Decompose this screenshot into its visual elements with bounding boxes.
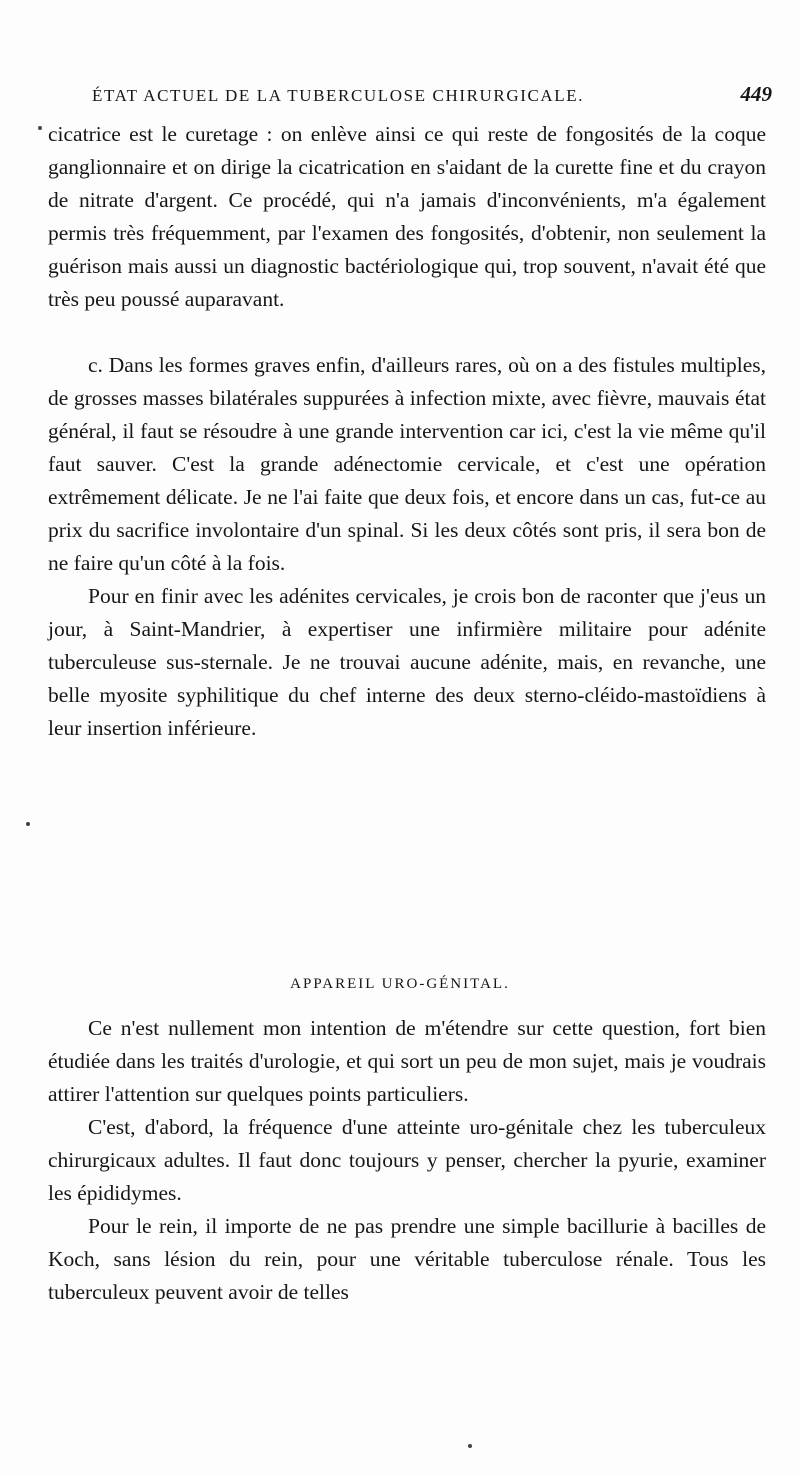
print-speck: [38, 126, 42, 130]
paragraph: C'est, d'abord, la fréquence d'une atteinte uro-génitale chez les tuberculeux chirurgicaux adultes. Il faut donc toujours y penser, chercher la pyurie, examiner les épididymes.: [48, 1115, 766, 1205]
print-speck: [26, 822, 30, 826]
print-speck: [468, 1444, 472, 1448]
body-text: [48, 118, 766, 745]
section-body-text: [48, 1012, 766, 1309]
paragraph: cicatrice est le curetage : on enlève ainsi ce qui reste de fongosités de la coque ganglionnaire et on dirige la cicatrication en s'aidant de la curette fine et du crayon de nitrate d'argent. Ce procédé, qui n'a jamais d'inconvénients, m'a également permis très fréquemment, par l'examen des fongosités, d'obtenir, non seulement la guérison mais aussi un diagnostic bactériologique qui, trop souvent, n'avait été que très peu poussé auparavant.: [48, 122, 766, 311]
page-number: 449: [740, 82, 772, 106]
running-title: ÉTAT ACTUEL DE LA TUBERCULOSE CHIRURGICALE.: [92, 86, 585, 105]
running-head: [92, 82, 772, 112]
paragraph: Ce n'est nullement mon intention de m'étendre sur cette question, fort bien étudiée dans les traités d'urologie, et qui sort un peu de mon sujet, mais je voudrais attirer l'attention sur quelques points particuliers.: [48, 1016, 766, 1106]
paragraph: Pour en finir avec les adénites cervicales, je crois bon de raconter que j'eus un jour, à Saint-Mandrier, à expertiser une infirmière militaire pour adénite tuberculeuse sus-sternale. Je ne trouvai aucune adénite, mais, en revanche, une belle myosite syphilitique du chef interne des deux sterno-cléido-mastoïdiens à leur insertion inférieure.: [48, 584, 766, 740]
paragraph: Pour le rein, il importe de ne pas prendre une simple bacillurie à bacilles de Koch, sans lésion du rein, pour une véritable tuberculose rénale. Tous les tuberculeux peuvent avoir de telles: [48, 1214, 766, 1304]
section-heading: APPAREIL URO-GÉNITAL.: [290, 976, 510, 992]
paragraph: c. Dans les formes graves enfin, d'ailleurs rares, où on a des fistules multiples, de grosses masses bilatérales suppurées à infection mixte, avec fièvre, mauvais état général, il faut se résoudre à une grande intervention car ici, c'est la vie même qu'il faut sauver. C'est la grande adénectomie cervicale, et c'est une opération extrêmement délicate. Je ne l'ai faite que deux fois, et encore dans un cas, fut-ce au prix du sacrifice involontaire d'un spinal. Si les deux côtés sont pris, il sera bon de ne faire qu'un côté à la fois.: [48, 353, 766, 575]
